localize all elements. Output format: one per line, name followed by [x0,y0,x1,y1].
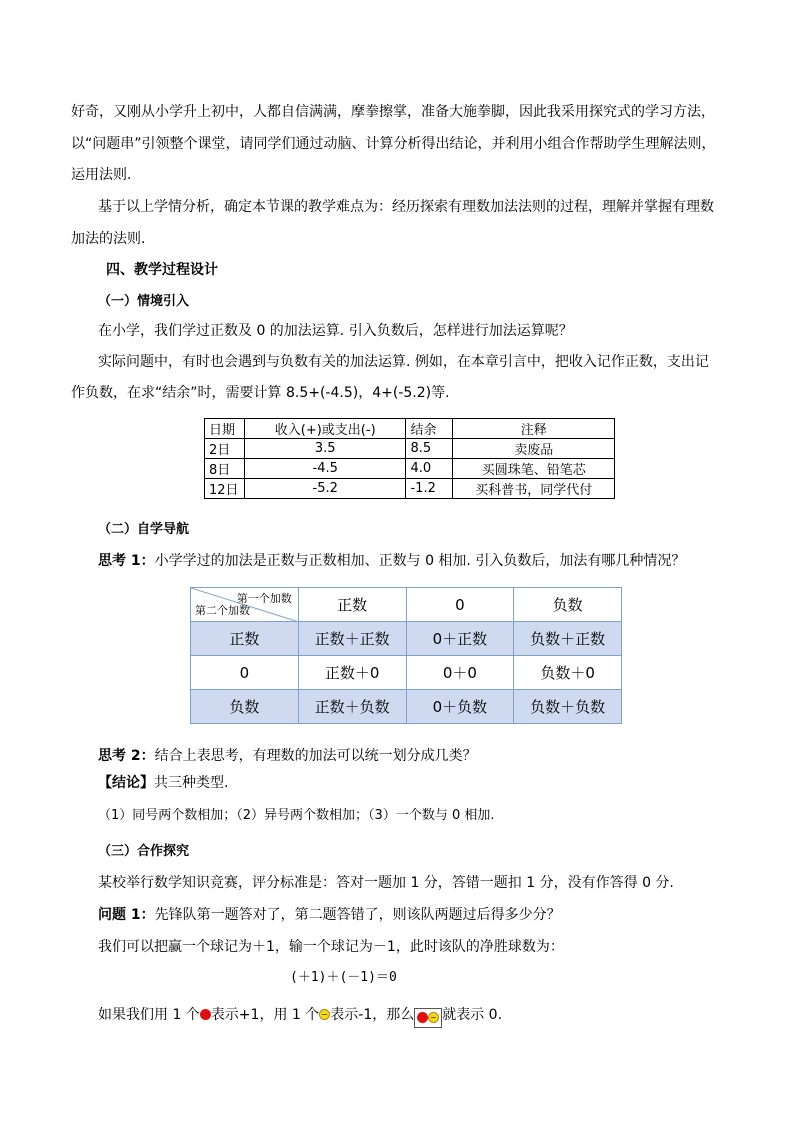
ledger-row [205,439,615,459]
coin-text-d: 就表示 0. [442,1007,503,1023]
section4-title: 四、教学过程设计 [106,262,218,278]
coin-sentence [98,1004,502,1028]
addtable-cell: 正数＋正数 [298,622,406,656]
sub3-line1: 某校举行数学知识竞赛，评分标准是：答对一题加 1 分，答错一题扣 1 分，没有作答得 0 分. [98,875,674,891]
yellow-coin-icon [428,1012,439,1023]
sub1-line3: 作负数，在求“结余”时，需要计算 8.5+(-4.5)，4+(-5.2)等. [71,385,450,401]
think2-text: 结合上表思考，有理数的加法可以统一划分成几类？ [154,748,477,764]
coin-text-c: 表示-1，那么 [330,1007,415,1023]
addtable-row-header: 正数 [191,622,299,656]
sub3-line2: 我们可以把赢一个球记为＋1，输一个球记为－1，此时该队的净胜球数为： [98,939,564,955]
think2-line [98,745,477,765]
think1-label: 思考 1： [98,553,155,569]
addtable-cell: 负数＋负数 [514,690,622,724]
para1-line1: 好奇，又刚从小学升上初中，人都自信满满，摩拳擦掌，准备大施拳脚，因此我采用探究式的学习方法， [71,104,715,120]
addtable-col-header: 正数 [298,588,406,622]
addtable-row-header: 0 [191,656,299,690]
addtable-corner-cell [191,588,299,622]
sub1-line2: 实际问题中，有时也会遇到与负数有关的加法运算. 例如，在本章引言中，把收入记作正数，支出记 [98,354,709,370]
ledger-row [205,479,615,499]
coin-pair-box [414,1008,442,1028]
addtable-row-header: 负数 [191,690,299,724]
addtable-col-header: 负数 [514,588,622,622]
addtable-cell: 正数＋0 [298,656,406,690]
ledger-cell: 4.0 [406,459,453,479]
addtable-cell: 正数＋负数 [298,690,406,724]
para1-line3: 运用法则. [71,167,132,183]
para2-line2: 加法的法则. [71,231,146,247]
ledger-cell: 8.5 [406,439,453,459]
sub2-title: （二）自学导航 [98,522,190,537]
sub1-line1: 在小学，我们学过正数及 0 的加法运算. 引入负数后，怎样进行加法运算呢？ [98,323,573,339]
para1-line2: 以“问题串”引领整个课堂，请同学们通过动脑、计算分析得出结论，并利用小组合作帮助学生理解法则， [71,136,716,152]
addtable-header-row [191,588,622,622]
coin-text-b: 表示+1，用 1 个 [210,1007,320,1023]
question1-label: 问题 1： [98,907,155,923]
addtable-cell: 负数＋正数 [514,622,622,656]
addtable-row [191,690,622,724]
ledger-cell: 买科普书，同学代付 [453,479,615,499]
addtable-row [191,656,622,690]
ledger-cell: -5.2 [244,479,406,499]
para2-line1: 基于以上学情分析，确定本节课的教学难点为：经历探索有理数加法法则的过程，理解并掌握有理数 [98,199,714,215]
ledger-row [205,459,615,479]
addtable-row [191,622,622,656]
addtable-cell: 0＋负数 [406,690,514,724]
think2-label: 思考 2： [98,748,155,764]
ledger-cell: -4.5 [244,459,406,479]
ledger-header-cell: 收入(+)或支出(-) [244,419,406,439]
ledger-header-cell: 结余 [406,419,453,439]
red-coin-icon [200,1009,211,1020]
corner-top-label: 第一个加数 [236,592,292,605]
addtable-cell: 0＋正数 [406,622,514,656]
yellow-coin-icon [319,1009,330,1020]
ledger-cell: 12日 [205,479,245,499]
conclusion-label: 【结论】 [98,775,154,791]
ledger-cell: 3.5 [244,439,406,459]
question1-line [98,904,561,924]
addition-types: （1）同号两个数相加；（2）异号两个数相加；（3）一个数与 0 相加. [98,808,495,823]
red-coin-icon [417,1012,428,1023]
addtable-cell: 负数＋0 [514,656,622,690]
question1-text: 先锋队第一题答对了，第二题答错了，则该队两题过后得多少分？ [154,907,561,923]
formula: (＋1)＋(－1)＝0 [290,970,397,985]
addtable-cell: 0＋0 [406,656,514,690]
addtable-col-header: 0 [406,588,514,622]
conclusion-line [98,772,228,792]
ledger-table [204,418,615,499]
ledger-cell: 买圆珠笔、铅笔芯 [453,459,615,479]
conclusion-text: 共三种类型. [154,775,229,791]
coin-text-a: 如果我们用 1 个 [98,1007,200,1023]
ledger-cell: -1.2 [406,479,453,499]
think1-line [98,550,685,570]
sub3-title: （三）合作探究 [98,844,190,859]
ledger-cell: 2日 [205,439,245,459]
corner-bottom-label: 第二个加数 [195,604,250,617]
ledger-cell: 卖废品 [453,439,615,459]
ledger-header-cell: 日期 [205,419,245,439]
ledger-header-row [205,419,615,439]
think1-text: 小学学过的加法是正数与正数相加、正数与 0 相加. 引入负数后，加法有哪几种情况？ [154,553,686,569]
ledger-header-cell: 注释 [453,419,615,439]
sub1-title: （一）情境引入 [98,294,190,309]
addition-cases-table [190,587,622,724]
ledger-cell: 8日 [205,459,245,479]
